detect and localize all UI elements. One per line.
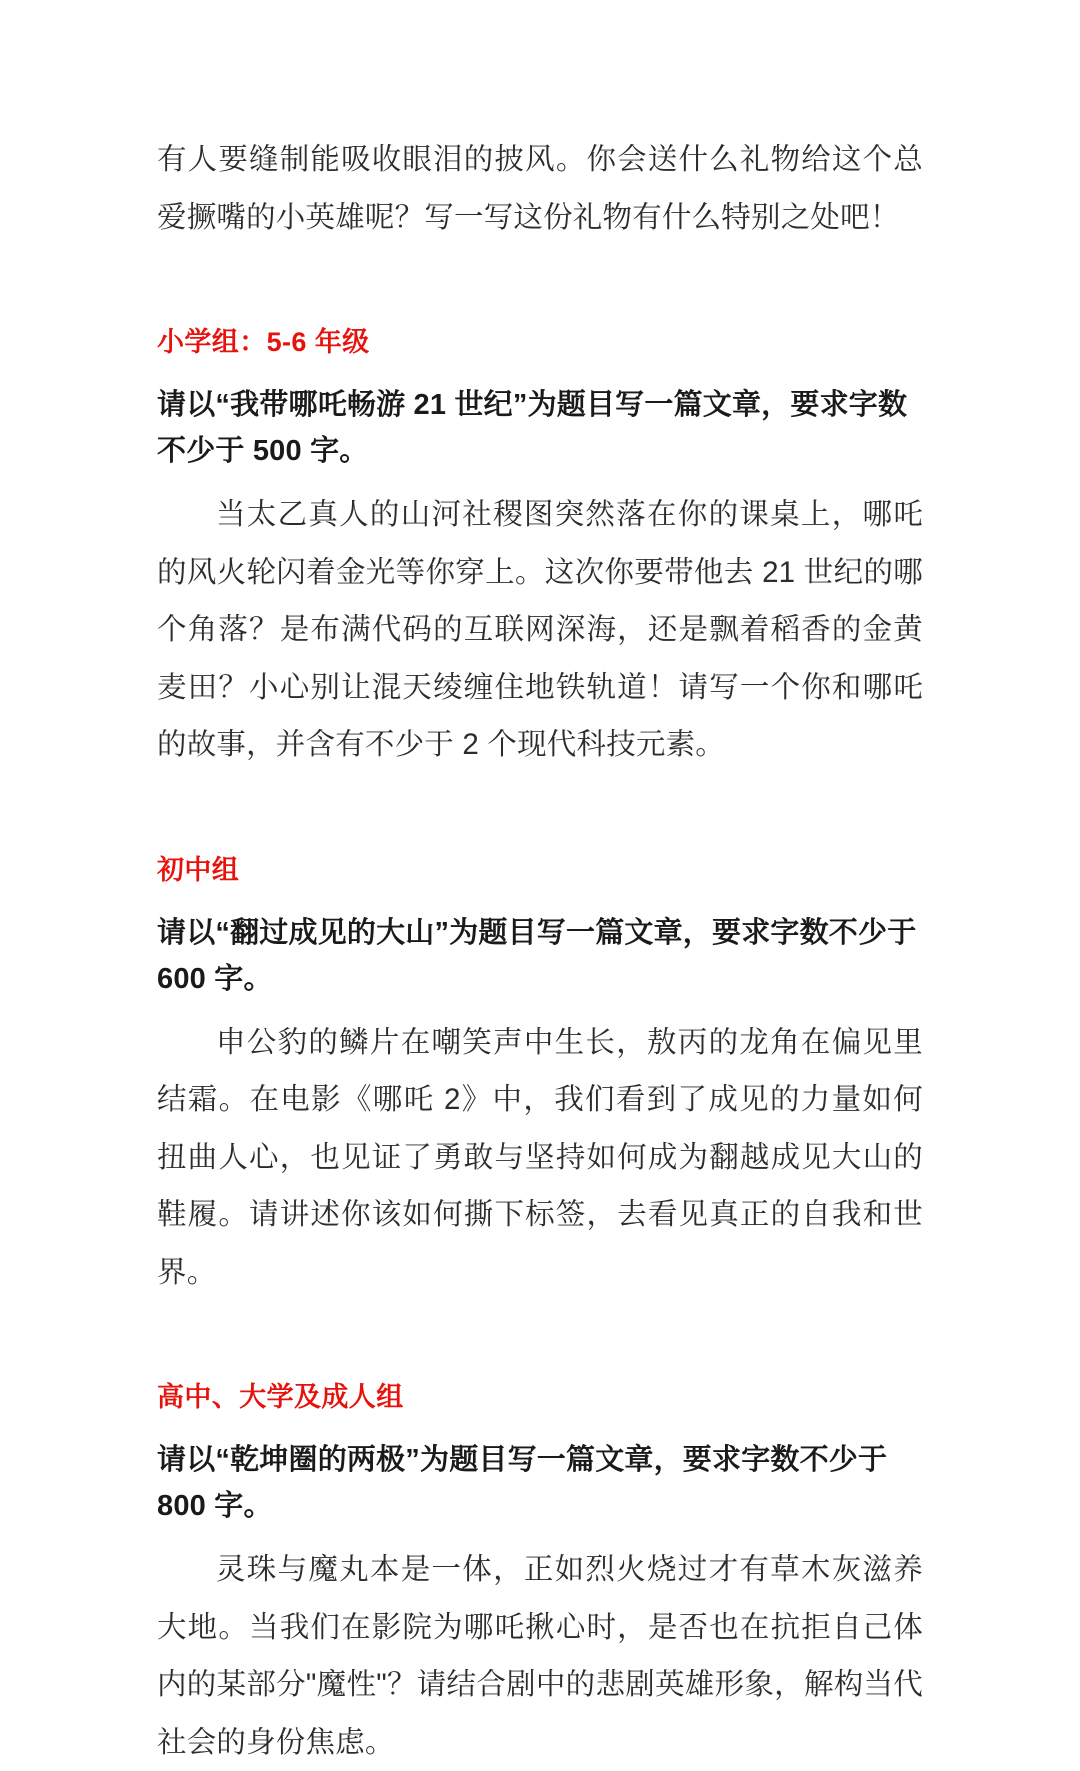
prompt-body-primary-school: 当太乙真人的山河社稷图突然落在你的课桌上，哪吒的风火轮闪着金光等你穿上。这次你要带他去 21 世纪的哪个角落？是布满代码的互联网深海，还是飘着稻香的金黄麦田？小心别让混天绫缠住地铁轨道！请写一个你和哪吒的故事，并含有不少于 2 个现代科技元素。 [157,498,923,761]
group-heading-high-school-university-adult: 高中、大学及成人组 [157,1382,404,1412]
intro-paragraph: 有人要缝制能吸收眼泪的披风。你会送什么礼物给这个总爱撅嘴的小英雄呢？写一写这份礼物有什么特别之处吧！ [157,143,923,234]
section-high-school-university-adult [157,1377,923,1771]
spacer [157,474,923,486]
spacer [157,1002,923,1014]
group-heading-middle-school: 初中组 [157,854,240,885]
spacer [157,774,923,850]
spacer [157,1301,923,1377]
spacer [157,362,923,382]
spacer [157,1417,923,1437]
spacer [157,890,923,910]
group-heading-primary-school: 小学组：5-6 年级 [157,327,370,357]
spacer [157,1529,923,1541]
section-primary-school [157,322,923,774]
section-middle-school [157,850,923,1302]
spacer [157,246,923,322]
prompt-title-middle-school: 请以“翻过成见的大山”为题目写一篇文章，要求字数不少于 600 字。 [157,916,917,995]
document-content [157,131,923,1771]
prompt-title-high-school-university-adult: 请以“乾坤圈的两极”为题目写一篇文章，要求字数不少于 800 字。 [157,1444,888,1522]
prompt-body-middle-school: 申公豹的鳞片在嘲笑声中生长，敖丙的龙角在偏见里结霜。在电影《哪吒 2》中，我们看到了成见的力量如何扭曲人心，也见证了勇敢与坚持如何成为翻越成见大山的鞋履。请讲述你该如何撕下标签，去看见真正的自我和世界。 [157,1025,923,1289]
prompt-title-primary-school: 请以“我带哪吒畅游 21 世纪”为题目写一篇文章，要求字数不少于 500 字。 [157,389,908,467]
prompt-body-high-school-university-adult: 灵珠与魔丸本是一体，正如烈火烧过才有草木灰滋养大地。当我们在影院为哪吒揪心时，是否也在抗拒自己体内的某部分"魔性"？请结合剧中的悲剧英雄形象，解构当代社会的身份焦虑。 [157,1553,923,1759]
